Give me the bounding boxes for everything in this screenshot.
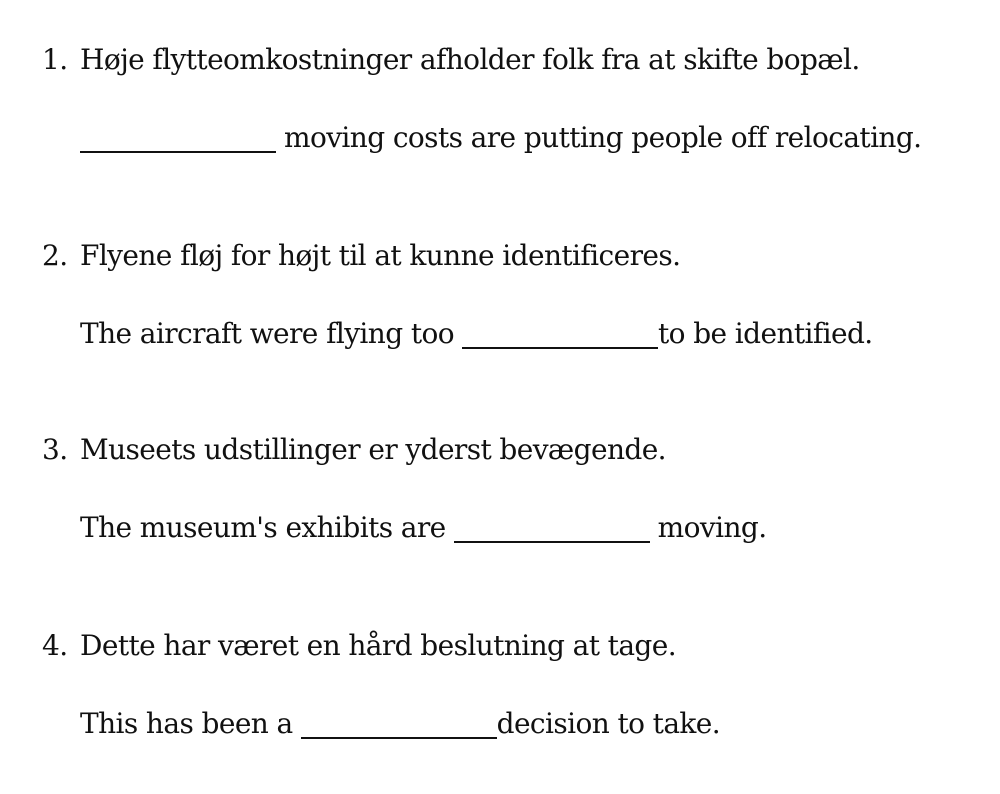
danish-sentence: Museets udstillinger er yderst bevægende.	[80, 433, 666, 466]
exercise-2	[0, 234, 1000, 374]
answer-blank[interactable]	[454, 511, 650, 543]
exercise-number: 3.	[42, 433, 68, 466]
exercise-3	[0, 428, 1000, 568]
sentence-after-blank: moving.	[657, 511, 767, 544]
exercise-number: 2.	[42, 239, 68, 272]
sentence-after-blank: moving costs are putting people off relocating.	[284, 121, 922, 154]
exercise-4	[0, 624, 1000, 764]
answer-blank[interactable]	[462, 317, 658, 349]
answer-blank[interactable]	[301, 707, 497, 739]
danish-sentence: Flyene fløj for højt til at kunne identificeres.	[80, 239, 681, 272]
sentence-before-blank: This has been a	[80, 707, 293, 740]
english-sentence	[80, 702, 720, 746]
english-sentence	[80, 312, 873, 356]
sentence-after-blank: to be identified.	[658, 317, 873, 350]
sentence-before-blank: The aircraft were flying too	[80, 317, 454, 350]
sentence-after-blank: decision to take.	[496, 707, 721, 740]
exercise-number: 4.	[42, 629, 68, 662]
english-sentence	[80, 116, 921, 160]
danish-sentence: Dette har været en hård beslutning at tage.	[80, 629, 677, 662]
sentence-before-blank: The museum's exhibits are	[80, 511, 446, 544]
danish-sentence: Høje flytteomkostninger afholder folk fra at skifte bopæl.	[80, 43, 860, 76]
exercise-1	[0, 38, 1000, 178]
answer-blank[interactable]	[80, 121, 276, 153]
exercise-number: 1.	[42, 43, 68, 76]
english-sentence	[80, 506, 767, 550]
